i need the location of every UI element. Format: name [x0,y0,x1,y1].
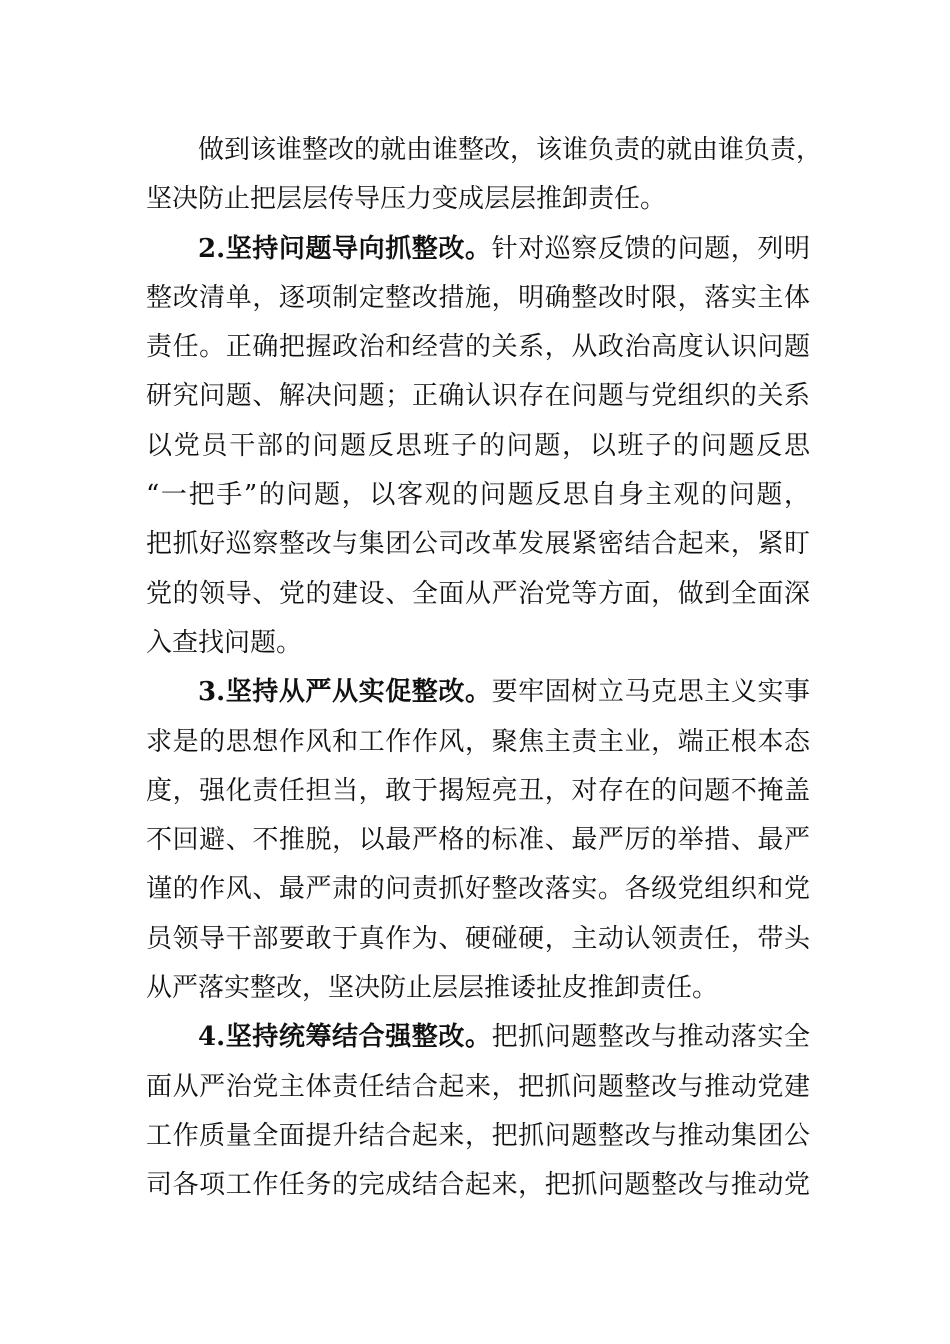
text-line [146,570,810,619]
line-text: 整改清单，逐项制定整改措施，明确整改时限，落实主体 [146,282,810,313]
line-text: 工作质量全面提升结合起来，把抓问题整改与推动集团公 [146,1120,810,1151]
text-line [146,520,810,569]
line-text: 责任。正确把握政治和经营的关系，从政治高度认识问题 [146,332,810,363]
text-line [146,372,810,421]
section-heading: 2.坚持问题导向抓整改。 [198,233,492,264]
text-line [146,126,823,175]
line-text: 不回避、不推脱，以最严格的标准、最严厉的举措、最严 [146,825,810,856]
line-text: 针对巡察反馈的问题，列明 [491,233,810,264]
text-line [146,767,810,816]
document-body [146,126,823,1211]
text-line [146,323,810,372]
text-line [146,718,810,767]
text-line [146,668,810,717]
line-text: 员领导干部要敢于真作为、硬碰硬，主动认领责任，带头 [146,923,810,954]
text-line [146,274,810,323]
line-text: 做到该谁整改的就由谁整改，该谁负责的就由谁负责， [198,135,823,165]
line-text: 司各项工作任务的完成结合起来，把抓问题整改与推动党 [146,1170,810,1201]
text-line [146,1161,810,1210]
line-text: 要牢固树立马克思主义实事 [491,677,810,708]
line-text: 入查找问题。 [146,627,303,658]
line-text: 求是的思想作风和工作作风，聚焦主责主业，端正根本态 [146,726,810,757]
text-line [146,1013,810,1062]
line-text: 研究问题、解决问题；正确认识存在问题与党组织的关系 [146,381,810,412]
section-heading: 3.坚持从严从实促整改。 [198,677,492,708]
text-line [146,225,810,274]
line-text: “一把手”的问题，以客观的问题反思自身主观的问题， [146,480,810,511]
line-text: 度，强化责任担当，敢于揭短亮丑，对存在的问题不掩盖 [146,775,810,806]
line-text: 把抓好巡察整改与集团公司改革发展紧密结合起来，紧盯 [146,529,810,560]
line-text: 从严落实整改，坚决防止层层推诿扯皮推卸责任。 [146,973,719,1004]
line-text: 以党员干部的问题反思班子的问题，以班子的问题反思 [146,430,810,461]
text-line [146,175,810,224]
line-text: 把抓问题整改与推动落实全 [491,1022,810,1053]
text-line [146,422,810,471]
text-line [146,1112,810,1161]
text-line [146,964,810,1013]
line-text: 面从严治党主体责任结合起来，把抓问题整改与推动党建 [146,1071,810,1102]
text-line [146,816,810,865]
line-text: 党的领导、党的建设、全面从严治党等方面，做到全面深 [146,578,810,609]
text-line [146,471,810,520]
text-line [146,865,810,914]
text-line [146,619,810,668]
text-line [146,915,810,964]
line-text: 谨的作风、最严肃的问责抓好整改落实。各级党组织和党 [146,874,810,905]
line-text: 坚决防止把层层传导压力变成层层推卸责任。 [146,184,667,215]
section-heading: 4.坚持统筹结合强整改。 [198,1022,492,1053]
text-line [146,1063,810,1112]
